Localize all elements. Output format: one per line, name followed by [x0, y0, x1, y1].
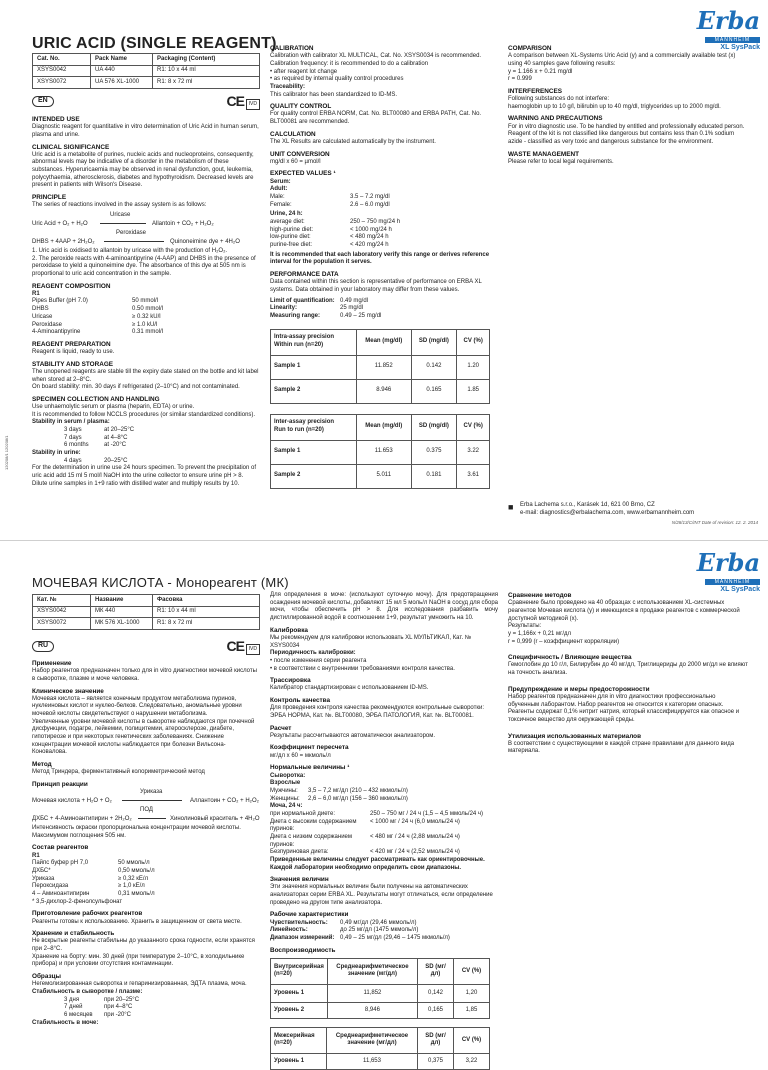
logo-tagline: MANNHEIM: [705, 579, 760, 585]
table-row: [33, 65, 260, 77]
table-row: Sample 2 8.946 0.165 1.85: [271, 379, 490, 403]
product-line: XL SysPack: [720, 586, 760, 594]
section-text: Калибратор стандартизирован с использованием ID-MS.: [270, 685, 429, 692]
subheading: Взрослые: [270, 780, 301, 787]
list-item: Limit of quantification: 0.49 mg/dl: [270, 297, 369, 304]
pack-table-en: [32, 53, 260, 89]
table-header: SD (mg/dl): [411, 414, 457, 440]
reaction-arrow-icon: [138, 818, 166, 819]
section-heading: COMPARISON: [508, 45, 552, 52]
table-cell: XSYS0072: [33, 77, 91, 89]
section-text: Негемолизированная сыворотка и гепаринизированная, ЭДТА плазма, моча.: [32, 981, 247, 988]
section-text: Please refer to local legal requirements.: [508, 158, 614, 165]
table-header: SD (mg/dl): [411, 329, 457, 355]
section-heading: Хранение и стабильность: [32, 930, 115, 938]
enzyme-label: Peroxidase: [116, 229, 147, 236]
table-cell: XSYS0042: [33, 65, 91, 77]
column-ru-3: [508, 592, 748, 892]
section-text: On board stability: min. 30 days if refrigerated (2–10°C) and not contaminated.: [32, 384, 240, 391]
list-item: purine-free diet: < 420 mg/24 h: [270, 242, 389, 249]
section-text: Для определения в моче: (используют суточную мочу). Для предотвращения осаждения мочевой кислоты, добавляют 15 мл 5 моль/л NaOH в сосуд для сбора мочи, чтобы обеспечить pH > 8. Для исследования разбавить мочу дистиллированной водой в соотношении 1+9, результат умножить на 10.: [270, 592, 498, 622]
section-heading: Предупреждение и меры предосторожности: [508, 685, 650, 693]
list-item: 3 дня при 20–25°С: [64, 996, 140, 1003]
column-en-1: [32, 112, 260, 512]
list-item: 7 дней при 4–8°С: [64, 1004, 133, 1011]
section-text: • в соответствии с внутренними требованиями контроля качества.: [270, 665, 455, 672]
language-badge: EN: [32, 96, 54, 107]
list-item: 3 days at 20–25°C: [64, 427, 135, 434]
section-heading: Расчет: [270, 724, 292, 732]
section-heading: Клиническое значение: [32, 687, 104, 695]
subheading: Traceability:: [270, 83, 306, 90]
list-item: Уриказа ≥ 0,32 кЕ/л: [32, 875, 149, 882]
section-text: Data contained within this section is representative of performance on ERBA XL systems. Data obtained in your laboratory may differ from these values.: [270, 279, 482, 293]
list-item: Безпуриновая диета: < 420 мг / 24 ч (2,52 ммоль/24 ч): [270, 849, 460, 856]
table-header: Mean (mg/dl): [357, 414, 412, 440]
section-text: • после изменения серии реагента: [270, 657, 367, 664]
section-heading: CALIBRATION: [270, 45, 314, 52]
section-heading: WASTE MANAGEMENT: [508, 150, 580, 158]
revision-note: N/28/13/C/INT Date of revision: 12. 2. 2014: [671, 520, 758, 526]
subheading: Urine, 24 h:: [270, 211, 303, 218]
section-heading: REAGENT PREPARATION: [32, 340, 111, 348]
section-heading: Калибровка: [270, 626, 308, 634]
section-text: Reagent of the kit is not classified like dangerous but contains less than 0.1% sodium azide - classified as very toxic and dangerous substance for the environment.: [508, 131, 735, 145]
table-row: Sample 1 11.852 0.142 1.20: [271, 355, 490, 379]
section-heading: Сравнение методов: [508, 592, 572, 599]
section-text: Набор реагентов предназначен для in vitro диагностики профессионально обученным лаборантом. Набор реагентов не относится к категории опасных. Реагенты содержат 0,1% нитрит натрия, который классифицируется как опасное и токсичное вещество для окружающей среды.: [508, 693, 740, 723]
intra-assay-table-en: Intra-assay precision Within run (n=20) Mean (mg/dl) SD (mg/dl) CV (%) Sample 1 11.852 0.142 1.20 Sample 2 8.946 0.165 1.85: [270, 329, 490, 404]
table-header: Mean (mg/dl): [357, 329, 412, 355]
page-title-ru: [32, 575, 289, 592]
intra-assay-table-ru: [270, 958, 490, 1019]
table-header: SD (мг/дл): [418, 958, 454, 984]
table-header: CV (%): [454, 1027, 490, 1053]
section-heading: STABILITY AND STORAGE: [32, 360, 114, 368]
ivd-icon: IVD: [246, 644, 260, 654]
section-text: For in vitro diagnostic use. To be handled by entitled and professionally educated person.: [508, 123, 745, 130]
section-heading: Рабочие характеристики: [270, 911, 349, 919]
erba-logo-icon: Erba: [696, 548, 760, 577]
list-item: Female: 2.6 – 6.0 mg/dl: [270, 201, 390, 208]
manufacturer-address: Erba Lachema s.r.o., Karásek 1d, 621 00 Brno, CZ: [520, 502, 655, 508]
list-item: Мужчины: 3,5 – 7,2 мг/дл (210 – 432 мкмоль/л): [270, 787, 408, 794]
section-heading: INTERFERENCES: [508, 87, 562, 95]
pack-table-ru: [32, 594, 260, 630]
table-row: XSYS0072 МК 576 XL-1000 R1: 8 x 72 ml: [33, 618, 260, 630]
section-text: Приведенные величины следует рассматривать как ориентировочные. Каждой лаборатории необходимо определить свои диапазоны.: [270, 856, 485, 871]
subheading: Сыворотка:: [270, 772, 306, 779]
section-text: haemoglobin up to 10 g/l, bilirubin up to 40 mg/dl, triglycerides up to 2000 mg/dl.: [508, 103, 721, 110]
section-text: For quality control ERBA NORM, Cat. No. BLT00080 and ERBA PATH, Cat. No. BLT00081 are recommended.: [270, 111, 482, 126]
section-text: В соответствии с существующими в каждой стране правилами для данного вида материала.: [508, 740, 735, 755]
list-item: Женщины: 2,6 – 6,0 мг/дл (156 – 360 мкмоль/л): [270, 795, 408, 802]
subheading: Stability in serum / plasma:: [32, 419, 110, 426]
reaction-arrow-icon: [122, 800, 182, 801]
section-heading: REAGENT COMPOSITION: [32, 282, 111, 290]
section-text: Мы рекомендуем для калибровки использовать XL МУЛЬТИКАЛ, Кат. № XSYS0034: [270, 634, 472, 649]
inter-assay-table-en: Inter-assay precision Run to run (n=20) Mean (mg/dl) SD (mg/dl) CV (%) Sample 1 11.653 0.375 3.22 Sample 2 5.011 0.181 3.61: [270, 414, 490, 489]
section-heading: Контроль качества: [270, 697, 331, 705]
section-text: It is recommended that each laboratory verify this range or derives reference interval for the population it serves.: [270, 251, 490, 266]
table-row: Уровень 2 8,946 0,165 1,85: [271, 1002, 490, 1018]
table-row: [33, 77, 260, 89]
list-item: 4 days 20–25°C: [64, 457, 128, 464]
list-item: average diet: 250 – 750 mg/24 h: [270, 219, 401, 226]
list-item: Диета с высоким содержанием пуринов: < 1000 мг / 24 ч (6,0 ммоль/24 ч): [270, 818, 460, 833]
reaction-arrow-icon: [100, 223, 146, 224]
logo-ru: [680, 548, 760, 595]
list-item: Linearity: 25 mg/dl: [270, 305, 364, 312]
section-heading: Принцип реакции: [32, 780, 88, 788]
section-text: Хранение на борту: мин. 30 дней (при температуре 2–10°С, в холодильнике прибора) и при условии отсутствия контаминации.: [32, 953, 245, 968]
list-item: Диапазон измерений: 0,49 – 25 мг/дл (29,46 – 1475 мкмоль/л): [270, 935, 450, 941]
product-line: XL SysPack: [720, 44, 760, 52]
table-header: CV (%): [457, 414, 490, 440]
section-text: Результаты рассчитываются автоматически анализатором.: [270, 732, 436, 739]
subheading: Моча, 24 ч:: [270, 803, 303, 810]
section-heading: QUALITY CONTROL: [270, 103, 332, 111]
inter-assay-table-ru: [270, 1027, 490, 1070]
side-code: 120208/1 120208/1: [4, 435, 9, 470]
section-text: • as required by internal quality control procedures: [270, 76, 404, 83]
section-text: Интенсивность окраски пропорциональна концентрации мочевой кислоты. Максимумом поглощения 505 нм.: [32, 825, 241, 839]
section-text: Following substances do not interfere:: [508, 96, 610, 103]
section-text: Результаты:: [508, 623, 542, 630]
subheading: Serum:: [270, 178, 291, 185]
language-badge: RU: [32, 641, 54, 652]
equation-left: DHBS + 4AAP + 2H₂O₂: [32, 238, 95, 245]
section-heading: Утилизация использованных материалов: [508, 732, 642, 740]
list-item: 4 – Аминоантипирин 0,31 ммоль/л: [32, 891, 155, 898]
reagent-label: R1: [32, 290, 40, 297]
section-text: y = 1.166 x + 0.21 mg/dl: [508, 68, 573, 75]
table-row: Уровень 1 11,653 0,375 3,22: [271, 1053, 490, 1069]
pack-table-header: Pack Name: [91, 54, 153, 66]
list-item: 6 месяцев при -20°С: [64, 1011, 132, 1018]
section-text: This calibrator has been standardized to ID-MS.: [270, 91, 398, 98]
list-item: 4-Aminoantipyrine 0.31 mmol/l: [32, 329, 164, 336]
section-heading: Метод: [32, 761, 52, 769]
list-item: Pipes Buffer (pH 7.0) 50 mmol/l: [32, 298, 159, 305]
section-heading: CLINICAL SIGNIFICANCE: [32, 143, 110, 151]
table-row: Уровень 1 11,852 0,142 1,20: [271, 984, 490, 1002]
section-heading: UNIT CONVERSION: [270, 150, 330, 158]
section-text: Для проведения контроля качества рекомендуются контрольные сыворотки: ЭРБА НОРМА, Кат. №. BLT00080, ЭРБА ПАТОЛОГИЯ, Кат. №. BLT00081.: [270, 705, 485, 719]
section-text: y = 1,166x + 0,21 мг/дл: [508, 630, 572, 637]
section-heading: CALCULATION: [270, 130, 316, 138]
list-item: 6 months at -20°C: [64, 442, 127, 449]
subheading: Стабильность в моче:: [32, 1019, 99, 1026]
section-text: * 3,5-дихлор-2-фенолсульфонат: [32, 898, 123, 905]
list-item: DHBS 0.50 mmol/l: [32, 306, 164, 313]
list-item: Пероксидаза ≥ 1,0 кЕ/л: [32, 883, 145, 890]
equation-left: Мочевая кислота + H₂O + O₂: [32, 798, 112, 805]
table-header: Межсерийная (n=20): [271, 1027, 327, 1053]
list-item: Чувствительность: 0,49 мг/дл (29,46 мкмоль/л): [270, 919, 417, 926]
manufacturer-block: [508, 502, 758, 526]
equation-left: Uric Acid + O₂ + H₂O: [32, 220, 88, 227]
column-en-2: [270, 45, 498, 515]
section-text: r = 0.999: [508, 76, 532, 83]
title-main: МОЧЕВАЯ КИСЛОТА: [32, 575, 164, 590]
section-heading: Состав реагентов: [32, 844, 89, 852]
pack-table-header: Кат. №: [33, 595, 91, 607]
section-text: The series of reactions involved in the assay system is as follows:: [32, 202, 207, 209]
section-heading: EXPECTED VALUES ¹: [270, 170, 336, 178]
list-item: Uricase ≥ 0.32 kU/l: [32, 313, 161, 320]
enzyme-label: ПОД: [140, 807, 153, 814]
section-text: 1. Uric acid is oxidised to allantoin by uricase with the production of H₂O₂.: [32, 247, 228, 254]
reagent-list: [32, 298, 260, 336]
table-row: Sample 1 11.653 0.375 3.22: [271, 440, 490, 464]
subheading: Stability in urine:: [32, 450, 81, 457]
table-header: CV (%): [454, 958, 490, 984]
section-heading: Коэффициент пересчета: [270, 744, 349, 752]
column-ru-1: [32, 656, 260, 1024]
section-text: Сравнение было проведено на 40 образцах с использованием XL-системных реагентов Мочевая кислота (y) и имеющихся в продаже реагентов с коммерческой доступной методикой (x).: [508, 600, 740, 622]
table-header: Среднеарифметическое значение (мг/дл): [327, 958, 417, 984]
section-text: Calibration with calibrator XL MULTICAL, Cat. No. XSYS0034 is recommended.: [270, 53, 482, 60]
table-cell: UA 576 XL-1000: [91, 77, 153, 89]
section-text: A comparison between XL-Systems Uric Acid (y) and a commercially available test (x) using 40 samples gave following results:: [508, 53, 736, 67]
section-text: Реагенты готовы к использованию. Хранить в защищенном от света месте.: [32, 918, 242, 925]
table-cell: R1: 8 x 72 ml: [153, 77, 260, 89]
list-item: Peroxidase ≥ 1.0 kU/l: [32, 321, 158, 328]
table-header: Внутрисерийная (n=20): [271, 958, 328, 984]
section-heading: INTENDED USE: [32, 116, 80, 123]
page-title-en: URIC ACID (SINGLE REAGENT): [32, 35, 277, 52]
ce-mark-icon: CE: [226, 93, 244, 109]
equation-right: Quinoneimine dye + 4H₂O: [170, 238, 240, 245]
list-item: 7 days at 4–8°C: [64, 434, 128, 441]
section-text: Эти значения нормальных величин были получены на автоматических анализаторах серии ERBA XL. Результаты могут отличаться, если определение проведено на другом типе анализатора.: [270, 884, 493, 906]
table-header: SD (мг/дл): [418, 1027, 454, 1053]
title-sub: - Монореагент (МК): [163, 575, 289, 590]
section-text: Use unhaemolytic serum or plasma (heparin, EDTA) or urine.: [32, 404, 195, 411]
subheading: Периодичность калибровки:: [270, 650, 356, 657]
section-text: Diagnostic reagent for quantitative in vitro determination of Uric Acid in human serum, plasma and urine.: [32, 124, 259, 138]
column-ru-2: [270, 592, 498, 1064]
section-text: Метод Триндера, ферментативный колориметрический метод: [32, 769, 205, 776]
ivd-icon: IVD: [246, 99, 260, 109]
section-heading: Образцы: [32, 973, 62, 981]
section-text: The XL Results are calculated automatically by the instrument.: [270, 138, 436, 145]
list-item: Линейность: до 25 мг/дл (1475 мкмоль/л): [270, 927, 419, 934]
list-item: high-purine diet: < 1000 mg/24 h: [270, 226, 392, 233]
table-row: Sample 2 5.011 0.181 3.61: [271, 464, 490, 488]
section-text: Uric acid is a metabolite of purines, nucleic acids and nucleoproteins, consequently, abnormal levels may be indicative of a disorder in the metabolism of these substances. Hyperuricaemia may be observed in renal dysfunction, gout, leukemia, polycythaemia, atherosclerosis, diabetes and hypothyroidism. Decreased levels are present in patients with Wilson's Disease.: [32, 151, 254, 189]
table-cell: UA 440: [91, 65, 153, 77]
section-text: The unopened reagents are stable till the expiry date stated on the bottle and kit label when stored at 2–8°C.: [32, 368, 259, 383]
section-text: Гемоглобин до 10 г/л, Билирубин до 40 мг/дл, Триглицериды до 2000 мг/дл не влияют на точность анализа.: [508, 662, 748, 677]
pack-table-header: Фасовка: [153, 595, 260, 607]
section-heading: Специфичность / Влияющие вещества: [508, 654, 632, 662]
equation-left: ДХБС + 4-Аминоантипирин + 2H₂O₂: [32, 816, 132, 823]
pack-table-header: Название: [91, 595, 153, 607]
list-item: Male: 3.5 – 7.2 mg/dl: [270, 194, 390, 200]
list-item: low-purine diet: < 480 mg/24 h: [270, 234, 389, 241]
list-item: Measuring range: 0.49 – 25 mg/dl: [270, 312, 382, 319]
subheading: Стабильность в сыворотке / плазме:: [32, 988, 143, 995]
lang-row-en: [32, 93, 260, 110]
section-heading: Приготовление рабочих реагентов: [32, 910, 143, 918]
equation-right: Хинолиновый краситель + 4H₂O: [170, 816, 260, 823]
reaction-arrow-icon: [104, 241, 164, 242]
section-heading: Трассировка: [270, 677, 311, 685]
section-heading: Воспроизводимость: [270, 946, 336, 954]
list-item: ДХБС* 0,50 ммоль/л: [32, 868, 155, 875]
table-row: XSYS0042 МК 440 R1: 10 x 44 ml: [33, 606, 260, 618]
section-text: • after reagent lot change: [270, 68, 338, 75]
section-text: Мочевая кислота – является конечным продуктом метаболизма пуринов, нуклеиновых кислот и нуклео-белков. Следовательно, аномальные уровни мочевой кислоты свидетельствуют о нарушении метаболизма.: [32, 695, 242, 718]
list-item: Пайпс буфер pH 7,0 50 ммоль/л: [32, 860, 150, 867]
table-header: CV (%): [457, 329, 490, 355]
equation-right: Allantoin + CO₂ + H₂O₂: [152, 220, 214, 227]
section-text: 2. The peroxide reacts with 4-aminoantipyrine (4-AAP) and DHBS in the presence of peroxidase to yield a quinoneimine dye. The absorbance of this dye at 505 nm is proportional to uric acid concentration in the sample.: [32, 255, 256, 277]
column-en-3: [508, 45, 748, 215]
section-heading: WARNING AND PRECAUTIONS: [508, 115, 603, 123]
section-text: Набор реагентов предназначен только для in vitro диагностики мочевой кислоты в сыворотке, плазме и моче человека.: [32, 668, 257, 682]
section-text: Calibration frequency: it is recommended to do a calibration: [270, 60, 429, 67]
erba-logo-icon: Erba: [696, 6, 760, 35]
lang-row-ru: [32, 638, 260, 655]
table-header: Среднеарифметическое значение (мг/дл): [327, 1027, 418, 1053]
section-heading: Нормальные величины ¹: [270, 764, 350, 772]
pack-table-header: Cat. No.: [33, 54, 91, 66]
section-text: Не вскрытые реагенты стабильны до указанного срока годности, если хранятся при 2–8°С.: [32, 938, 255, 953]
equation-right: Аллантоин + CO₂ + H₂O₂: [190, 798, 259, 805]
section-heading: PERFORMANCE DATA: [270, 271, 339, 279]
section-heading: Значения величин: [270, 876, 329, 884]
divider: [0, 540, 768, 541]
logo-tagline: MANNHEIM: [705, 37, 760, 43]
subheading: Adult:: [270, 186, 288, 193]
reagent-label: R1: [32, 852, 40, 859]
section-text: For the determination in urine use 24 hours specimen. To prevent the precipitation of uric acid add 15 ml 5 mol/l NaOH into the urine collector to ensure urine pH > 8. Dilute urine samples in 1+9 ratio with distilled water and multiply results by 10.: [32, 465, 257, 487]
list-item: Диета с низким содержанием пуринов: < 480 мг / 24 ч (2,88 ммоль/24 ч): [270, 833, 460, 848]
section-heading: SPECIMEN COLLECTION AND HANDLING: [32, 395, 160, 403]
list-item: при нормальной диете: 250 – 750 мг / 24 ч (1,5 – 4,5 ммоль/24 ч): [270, 810, 484, 817]
section-heading: PRINCIPLE: [32, 194, 67, 202]
section-text: мг/дл x 60 = мкмоль/л: [270, 752, 331, 759]
ce-mark-icon: CE: [226, 638, 244, 654]
section-text: mg/dl x 60 = µmol/l: [270, 158, 321, 165]
enzyme-label: Уриказа: [140, 789, 163, 796]
section-text: Увеличенные уровни мочевой кислоты в сыворотке наблюдаются при почечной дисфункции, подагре, лейкемии, полицитемии, атеросклерозе, диабете, гипотиреозе и при некоторых генетических заболеваниях. Снижение концентрации мочевой кислоты наблюдается при болезни Вильсона-Коновалова.: [32, 718, 255, 756]
table-cell: R1: 10 x 44 ml: [153, 65, 260, 77]
section-text: r = 0,999 (r – коэффициент корреляции): [508, 638, 620, 645]
factory-icon: ■: [508, 502, 514, 512]
pack-table-header: Packaging (Content): [153, 54, 260, 66]
section-text: Reagent is liquid, ready to use.: [32, 349, 115, 356]
section-text: It is recommended to follow NCCLS procedures (or similar standardized conditions).: [32, 411, 256, 418]
manufacturer-contact: e-mail: diagnostics@erbalachema.com, www.erbamannheim.com: [520, 509, 695, 516]
enzyme-label: Uricase: [110, 211, 131, 218]
section-heading: Применение: [32, 660, 72, 667]
